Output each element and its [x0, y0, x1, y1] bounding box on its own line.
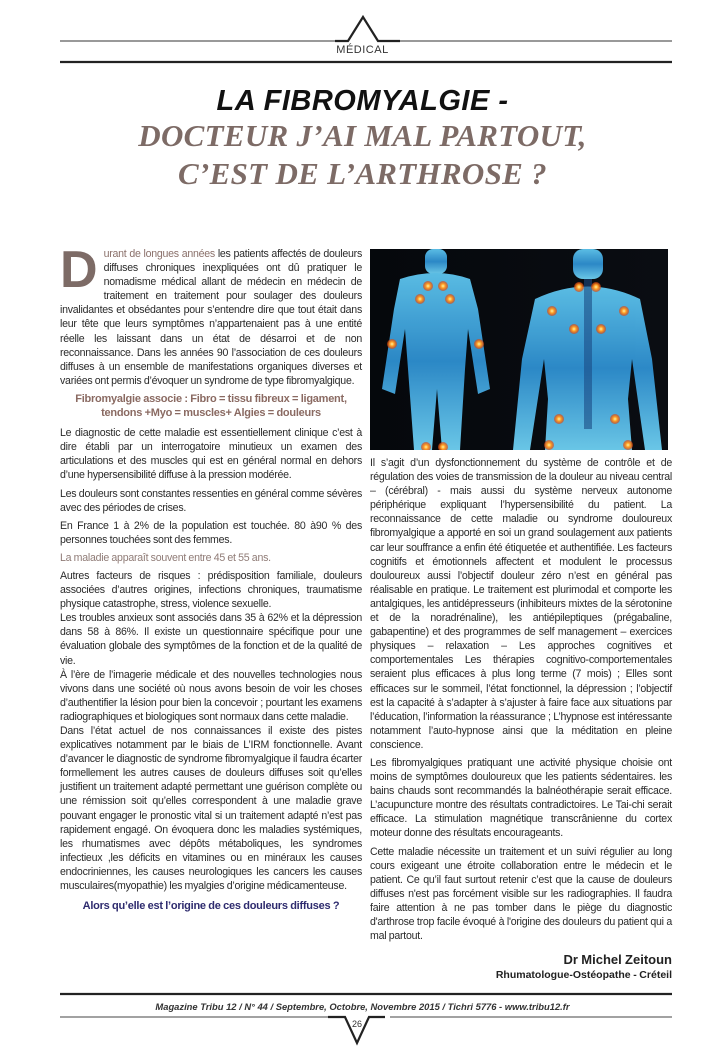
- paragraph-prevalence: En France 1 à 2% de la population est touchée. 80 à90 % des personnes touchées sont des femmes.: [60, 519, 362, 546]
- article-subtitle-line2: C’EST DE L’ARTHROSE ?: [178, 156, 547, 191]
- section-label: MÉDICAL: [336, 44, 389, 56]
- paragraph-activity: Les fibromyalgiques pratiquant une activité physique choisie ont moins de symptômes douloureux que les patients sédentaires. les bains chauds sont recommandés la balnéothérapie serait efficace. L’acupuncture montre des résultats contradictoires. Le Tai-chi serait efficace. La stimulation magnétique transcrânienne du cortex moteur donne des résultats encourageants.: [370, 756, 672, 840]
- article-column-right: [370, 232, 672, 983]
- paragraph-mechanism: Il s’agit d’un dysfonctionnement du système de contrôle et de régulation des voies de transmission de la douleur au niveau central – (cérébral) - mais aussi du système nerveux autonome périphérique expliquant l’hypersensibilité du patient. La reconnaissance de cette maladie ou syndrome douloureux fibromyalgique a apporté en soi un grand soulagement aux patients car leur souffrance a enfin été étiquetée et authentifiée. Les facteurs cognitifs et émotionnels affectent et modulent le processus douloureux aussi l’objectif douleur zéro n’est en général pas réalisable en pratique. Le traitement est plurimodal et comporte les antalgiques, les antidépresseurs (inhibiteurs mixtes de la sérotonine et de la noradrénaline), les antiépileptiques (prégabaline, gabapentine) et des programmes de self management – exercices physiques – relaxation – Les approches cognitives et comportementales Les thérapies cognitivo-comportementales seraient plus efficaces à plus long terme (7 mois) ; Elles sont efficaces sur le sommeil, l’état fonctionnel, la dépression ; l’objectif est la capacité à s’adapter à s’ajuster à faire face aux situations par l’éducation, l’information la réassurance ; L’hypnose est intéressante notamment l’auto-hypnose ainsi que la méditation en pleine conscience.: [370, 457, 672, 751]
- author-name: Dr Michel Zeitoun: [563, 952, 672, 968]
- footer-publication-info: Magazine Tribu 12 / N° 44 / Septembre, Octobre, Novembre 2015 / Tichri 5776 - www.tribu12.fr: [155, 1001, 570, 1013]
- subheading-question: Alors qu’elle est l’origine de ces douleurs diffuses ?: [82, 900, 340, 913]
- paragraph-intro: les patients affectés de douleurs diffuses chroniques inexpliquées ont dû pratiquer le nomadisme médical allant de médecin en médecin de traitement en traitement pour soulager des douleurs invalidantes et obsédantes pour s’entendre dire que tout était dans leur tête que leurs symptômes n’appartenaient pas à une entité réelle les laissant dans un état de désarroi et de non reconnaissance. Dans les années 90 l’association de ces douleurs diffuses à un ensemble de manifestations organiques diverses et variées ont permis d’évoquer un syndrome de type fibromyalgique.: [60, 248, 362, 387]
- article-title: LA FIBROMYALGIE -: [216, 85, 509, 117]
- article-body: [0, 232, 725, 983]
- paragraph-douleurs: Les douleurs sont constantes ressenties en général comme sévères avec des périodes de crises.: [60, 487, 362, 514]
- paragraph-diagnostic: Le diagnostic de cette maladie est essentiellement clinique c’est à dire établi par un interrogatoire minutieux un examen des articulations et des muscles qui est en général normal en dehors d’une hypersensibilité diffuse à la pression modérée.: [60, 427, 362, 482]
- paragraph-risk-factors: Autres facteurs de risques : prédisposition familiale, douleurs associées d’autres origines, infections chroniques, traumatisme physique catastrophe, stress, violence sexuelle.: [60, 569, 362, 611]
- page-number: 26: [351, 1019, 362, 1030]
- author-title: Rhumatologue-Ostéopathe - Créteil: [495, 969, 672, 982]
- subheading-etymology: Fibromyalgie associe : Fibro = tissu fibreux = ligament, tendons +Myo = muscles+ Algies = douleurs: [75, 392, 347, 420]
- highlight-age: La maladie apparaît souvent entre 45 et 55 ans.: [60, 551, 271, 564]
- paragraph-knowledge: Dans l’état actuel de nos connaissances il existe des pistes explicatives notamment par le biais de L’IRM fonctionnelle. Avant d’avancer le diagnostic de syndrome fibromyalgique il faudra écarter formellement les autres causes de douleurs diffuses soit qu’elles justifient un traitement adapté permettant une guérison complète ou une rémission soit qu’elles correspondent à une maladie grave pouvant engager le pronostic vital si un traitement adapté n’est pas rapidement engagé. On évoquera donc les maladies systémiques, les rhumatismes avec dépôts métaboliques, les syndromes infectieux ,les déficits en vitamines ou en minéraux les causes endocriniennes, les causes neurologiques les cancers les causes musculaires(myopathie) les myalgies d’origine médicamenteuse.: [60, 725, 362, 893]
- article-column-left: [60, 232, 362, 921]
- body-pain-points-illustration: [370, 249, 668, 450]
- paragraph-conclusion: Cette maladie nécessite un traitement et un suivi régulier au long cours exigeant une étroite collaboration entre le médecin et le patient. Ce qu’il faut surtout retenir c’est que la cause de douleurs diffuses n'est pas forcément visible sur les radiographies. Il faudra faire attention à ne pas tomber dans le piège du diagnostic d'arthrose trop facile évoqué à l'origine des douleurs du patient qui a mal partout.: [370, 845, 672, 943]
- page-header: [0, 0, 725, 232]
- page-footer: [0, 989, 725, 1053]
- paragraph-imaging: À l’ère de l’imagerie médicale et des nouvelles technologies nous vivons dans une société où nous avons besoin de voir les choses d’authentifier la lésion pour bien la concevoir ; pourtant les examens radiographiques et biologiques sont normaux dans cette maladie.: [60, 668, 362, 723]
- article-subtitle-line1: DOCTEUR J’AI MAL PARTOUT,: [138, 118, 587, 153]
- paragraph-anxiety: Les troubles anxieux sont associés dans 35 à 62% et la dépression dans 58 à 86%. Il existe un questionnaire spécifique pour une évaluation globale des symptômes de la fonction et de la qualité de vie.: [60, 612, 362, 667]
- lead-text: urant de longues années: [103, 248, 215, 260]
- header-rule: [0, 0, 725, 80]
- drop-cap: D: [60, 241, 98, 299]
